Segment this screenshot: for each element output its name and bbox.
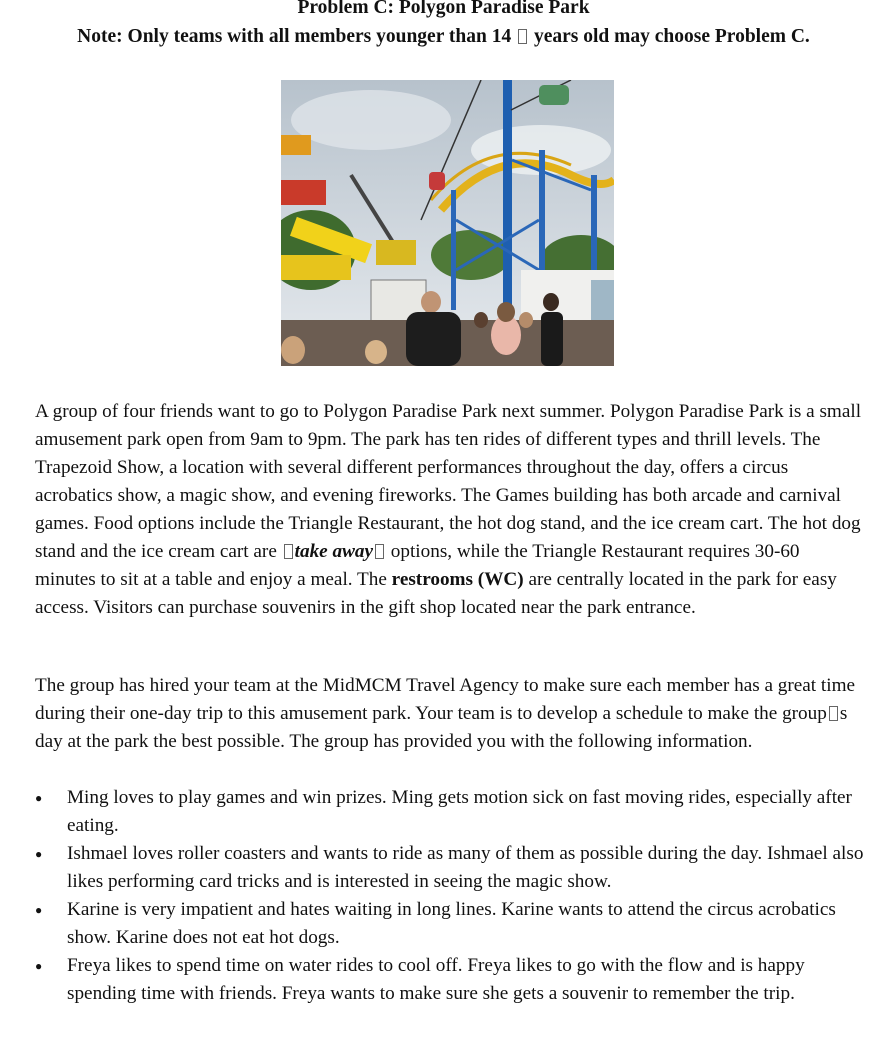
list-item: ● Ming loves to play games and win prizes. Ming gets motion sick on fast moving rides, especially after eating.: [35, 784, 865, 840]
task-paragraph: [35, 672, 865, 756]
restrooms-bold: restrooms (WC): [391, 569, 524, 590]
member-list: [35, 784, 865, 1008]
missing-glyph: [375, 544, 384, 559]
missing-glyph: [284, 544, 293, 559]
take-away-emphasis: take away: [294, 541, 373, 562]
intro-part1: A group of four friends want to go to Polygon Paradise Park next summer. Polygon Paradise Park is a small amusement park open from 9am to 9pm. The park has ten rides of different types and thrill levels. The Trapezoid Show, a location with several different performances throughout the day, offers a circus acrobatics show, a magic show, and evening fireworks. The Games building has both arcade and carnival games. Food options include the Triangle Restaurant, the hot dog stand, and the ice cream cart. The hot dog stand and the ice cream cart are: [35, 401, 862, 562]
task-part1: The group has hired your team at the MidMCM Travel Agency to make sure each member has a great time during their one-day trip to this amusement park. Your team is to develop a schedule to make the group: [35, 675, 856, 724]
list-item: ● Karine is very impatient and hates waiting in long lines. Karine wants to attend the circus acrobatics show. Karine does not eat hot dogs.: [35, 896, 865, 952]
page-title: Problem C: Polygon Paradise Park: [297, 0, 590, 18]
task-part2: s day at the park the best possible. The group has provided you with the following information.: [35, 703, 848, 752]
photo-drawing: [281, 80, 614, 366]
note-prefix: Note: Only teams with all members younger than 14: [77, 26, 512, 47]
list-item: ● Freya likes to spend time on water rides to cool off. Freya likes to go with the flow and is happy spending time with friends. Freya wants to make sure she gets a souvenir to remember the trip.: [35, 952, 865, 1008]
intro-part3: are centrally located in the park for easy access. Visitors can purchase souvenirs in the gift shop located near the park entrance.: [35, 569, 837, 618]
list-item: ● Ishmael loves roller coasters and wants to ride as many of them as possible during the day. Ishmael also likes performing card tricks and is interested in seeing the magic show.: [35, 840, 865, 896]
eligibility-note: [0, 26, 887, 48]
missing-glyph: [829, 706, 838, 721]
missing-glyph: [518, 29, 527, 44]
intro-paragraph: [35, 398, 865, 622]
amusement-park-photo: [281, 80, 614, 366]
intro-part2: options, while the Triangle Restaurant requires 30-60 minutes to sit at a table and enjoy a meal. The: [35, 541, 800, 590]
note-suffix: years old may choose Problem C.: [533, 26, 810, 47]
